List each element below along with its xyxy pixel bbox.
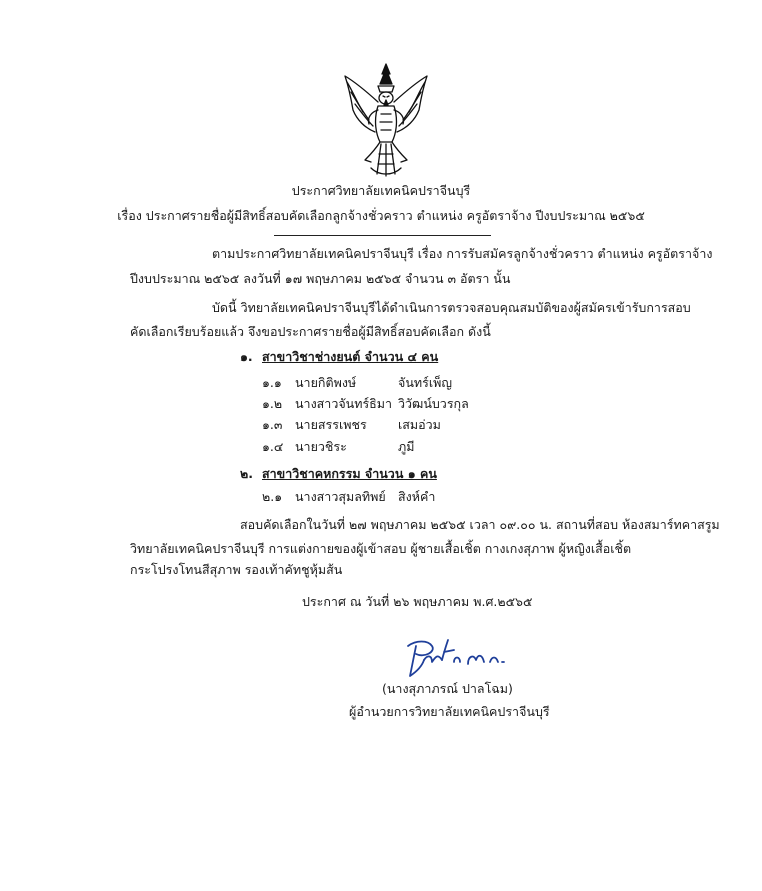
paragraph-2-line-1: บัดนี้ วิทยาลัยเทคนิคปราจีนบุรีได้ดำเนินการตรวจสอบคุณสมบัติของผู้สมัครเข้ารับการสอบ — [212, 300, 691, 315]
person-first-name: นายกิติพงษ์ — [295, 375, 357, 390]
garuda-emblem-icon — [341, 62, 431, 178]
signer-position: ผู้อำนวยการวิทยาลัยเทคนิคปราจีนบุรี — [349, 704, 550, 719]
signer-name: (นางสุภาภรณ์ ปาลโฉม) — [382, 681, 513, 696]
section-title: สาขาวิชาคหกรรม จำนวน ๑ คน — [262, 466, 437, 481]
person-last-name: สิงห์คำ — [398, 489, 436, 504]
person-number: ๒.๑ — [262, 489, 283, 504]
subject-line: เรื่อง ประกาศรายชื่อผู้มีสิทธิ์สอบคัดเลือกลูกจ้างชั่วคราว ตำแหน่ง ครูอัตราจ้าง ปีงบประมาณ ๒๕๖๕ — [117, 208, 645, 223]
person-number: ๑.๑ — [262, 375, 282, 390]
paragraph-2-line-2: คัดเลือกเรียบร้อยแล้ว จึงขอประกาศรายชื่อผู้มีสิทธิ์สอบคัดเลือก ดังนี้ — [130, 324, 491, 339]
person-number: ๑.๒ — [262, 396, 283, 411]
exam-details-line-2: วิทยาลัยเทคนิคปราจีนบุรี การแต่งกายของผู้เข้าสอบ ผู้ชายเสื้อเชิ้ต กางเกงสุภาพ ผู้หญิงเสื้อเชิ้ต — [130, 541, 632, 556]
person-last-name: วิวัฒน์บวรกุล — [398, 396, 469, 411]
person-first-name: นายสรรเพชร — [295, 417, 367, 432]
section-number: ๒. — [240, 466, 253, 481]
exam-details-line-1: สอบคัดเลือกในวันที่ ๒๗ พฤษภาคม ๒๕๖๕ เวลา ๐๙.๐๐ น. สถานที่สอบ ห้องสมาร์ทคาสรูม — [240, 517, 720, 532]
section-title: สาขาวิชาช่างยนต์ จำนวน ๔ คน — [262, 349, 439, 364]
announcement-date: ประกาศ ณ วันที่ ๒๖ พฤษภาคม พ.ศ.๒๕๖๕ — [302, 594, 533, 609]
person-last-name: ภูมี — [398, 439, 415, 454]
person-first-name: นางสาวสุมลทิพย์ — [295, 489, 386, 504]
heading-divider — [274, 235, 491, 236]
signature — [402, 632, 514, 682]
person-number: ๑.๓ — [262, 417, 283, 432]
person-last-name: จันทร์เพ็ญ — [398, 375, 452, 390]
paragraph-1-line-2: ปีงบประมาณ ๒๕๖๕ ลงวันที่ ๑๗ พฤษภาคม ๒๕๖๕ จำนวน ๓ อัตรา นั้น — [130, 271, 511, 286]
person-first-name: นายวชิระ — [295, 439, 347, 454]
person-first-name: นางสาวจันทร์ธิมา — [295, 396, 393, 411]
section-number: ๑. — [240, 349, 253, 364]
person-number: ๑.๔ — [262, 439, 284, 454]
institution-heading: ประกาศวิทยาลัยเทคนิคปราจีนบุรี — [291, 183, 471, 198]
paragraph-1-line-1: ตามประกาศวิทยาลัยเทคนิคปราจีนบุรี เรื่อง การรับสมัครลูกจ้างชั่วคราว ตำแหน่ง ครูอัตราจ้าง — [212, 246, 713, 261]
person-last-name: เสมอ่วม — [398, 417, 441, 432]
exam-details-line-3: กระโปรงโทนสีสุภาพ รองเท้าคัทชูหุ้มส้น — [130, 562, 343, 577]
